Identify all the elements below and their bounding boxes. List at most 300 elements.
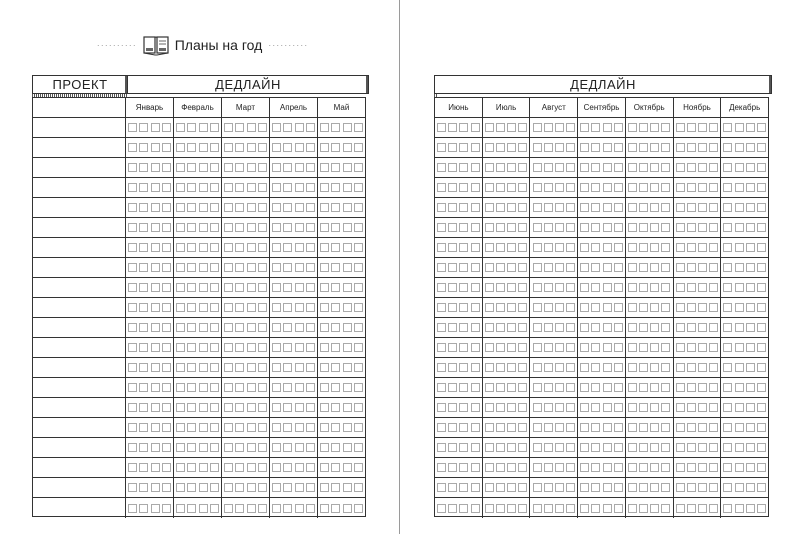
week-checkbox[interactable] [224,483,233,492]
week-checkbox[interactable] [591,363,600,372]
project-cell[interactable] [33,198,126,217]
week-checkbox[interactable] [187,143,196,152]
week-checkbox[interactable] [709,463,718,472]
week-checkbox[interactable] [176,243,185,252]
week-checkbox[interactable] [320,363,329,372]
week-checkbox[interactable] [533,363,542,372]
week-checkbox[interactable] [628,123,637,132]
week-checkbox[interactable] [555,463,564,472]
week-checkbox[interactable] [272,443,281,452]
week-checkbox[interactable] [757,323,766,332]
week-checkbox[interactable] [746,343,755,352]
week-checkbox[interactable] [471,303,480,312]
week-checkbox[interactable] [272,303,281,312]
week-checkbox[interactable] [306,383,315,392]
week-checkbox[interactable] [628,283,637,292]
week-checkbox[interactable] [272,243,281,252]
week-checkbox[interactable] [224,203,233,212]
week-checkbox[interactable] [518,123,527,132]
week-checkbox[interactable] [295,303,304,312]
week-checkbox[interactable] [151,243,160,252]
week-checkbox[interactable] [735,263,744,272]
week-checkbox[interactable] [247,463,256,472]
week-checkbox[interactable] [496,363,505,372]
week-checkbox[interactable] [471,383,480,392]
week-checkbox[interactable] [283,163,292,172]
week-checkbox[interactable] [343,263,352,272]
week-checkbox[interactable] [580,504,589,513]
week-checkbox[interactable] [176,383,185,392]
week-checkbox[interactable] [676,463,685,472]
week-checkbox[interactable] [199,403,208,412]
week-checkbox[interactable] [139,183,148,192]
week-checkbox[interactable] [343,463,352,472]
week-checkbox[interactable] [566,423,575,432]
week-checkbox[interactable] [650,243,659,252]
week-checkbox[interactable] [459,443,468,452]
week-checkbox[interactable] [757,443,766,452]
week-checkbox[interactable] [614,504,623,513]
week-checkbox[interactable] [306,504,315,513]
week-checkbox[interactable] [272,423,281,432]
week-checkbox[interactable] [128,423,137,432]
week-checkbox[interactable] [471,483,480,492]
week-checkbox[interactable] [283,403,292,412]
week-checkbox[interactable] [331,123,340,132]
week-checkbox[interactable] [320,163,329,172]
week-checkbox[interactable] [723,323,732,332]
week-checkbox[interactable] [210,203,219,212]
week-checkbox[interactable] [507,504,516,513]
week-checkbox[interactable] [698,123,707,132]
week-checkbox[interactable] [698,303,707,312]
week-checkbox[interactable] [661,143,670,152]
week-checkbox[interactable] [258,123,267,132]
week-checkbox[interactable] [320,423,329,432]
week-checkbox[interactable] [628,223,637,232]
week-checkbox[interactable] [459,263,468,272]
week-checkbox[interactable] [139,483,148,492]
week-checkbox[interactable] [283,504,292,513]
week-checkbox[interactable] [176,163,185,172]
week-checkbox[interactable] [162,403,171,412]
week-checkbox[interactable] [687,203,696,212]
week-checkbox[interactable] [485,363,494,372]
week-checkbox[interactable] [639,323,648,332]
week-checkbox[interactable] [151,403,160,412]
week-checkbox[interactable] [544,243,553,252]
week-checkbox[interactable] [235,383,244,392]
week-checkbox[interactable] [295,223,304,232]
week-checkbox[interactable] [306,123,315,132]
week-checkbox[interactable] [485,323,494,332]
week-checkbox[interactable] [639,203,648,212]
week-checkbox[interactable] [448,143,457,152]
week-checkbox[interactable] [187,263,196,272]
week-checkbox[interactable] [235,323,244,332]
week-checkbox[interactable] [343,243,352,252]
week-checkbox[interactable] [295,243,304,252]
week-checkbox[interactable] [544,163,553,172]
week-checkbox[interactable] [199,483,208,492]
week-checkbox[interactable] [687,243,696,252]
week-checkbox[interactable] [162,443,171,452]
week-checkbox[interactable] [496,423,505,432]
week-checkbox[interactable] [544,123,553,132]
week-checkbox[interactable] [320,143,329,152]
week-checkbox[interactable] [306,283,315,292]
week-checkbox[interactable] [295,504,304,513]
week-checkbox[interactable] [746,123,755,132]
week-checkbox[interactable] [496,504,505,513]
week-checkbox[interactable] [544,343,553,352]
week-checkbox[interactable] [591,323,600,332]
week-checkbox[interactable] [628,163,637,172]
week-checkbox[interactable] [566,504,575,513]
week-checkbox[interactable] [533,163,542,172]
week-checkbox[interactable] [757,403,766,412]
week-checkbox[interactable] [235,143,244,152]
week-checkbox[interactable] [485,183,494,192]
week-checkbox[interactable] [661,223,670,232]
week-checkbox[interactable] [507,483,516,492]
week-checkbox[interactable] [591,423,600,432]
week-checkbox[interactable] [676,403,685,412]
week-checkbox[interactable] [210,403,219,412]
week-checkbox[interactable] [507,423,516,432]
week-checkbox[interactable] [187,243,196,252]
week-checkbox[interactable] [306,463,315,472]
week-checkbox[interactable] [628,143,637,152]
week-checkbox[interactable] [507,463,516,472]
week-checkbox[interactable] [639,163,648,172]
week-checkbox[interactable] [603,323,612,332]
week-checkbox[interactable] [354,283,363,292]
week-checkbox[interactable] [459,163,468,172]
week-checkbox[interactable] [247,343,256,352]
week-checkbox[interactable] [247,183,256,192]
week-checkbox[interactable] [471,283,480,292]
week-checkbox[interactable] [485,463,494,472]
week-checkbox[interactable] [709,223,718,232]
week-checkbox[interactable] [162,223,171,232]
week-checkbox[interactable] [746,143,755,152]
week-checkbox[interactable] [591,263,600,272]
week-checkbox[interactable] [162,463,171,472]
week-checkbox[interactable] [320,123,329,132]
week-checkbox[interactable] [591,123,600,132]
week-checkbox[interactable] [603,283,612,292]
week-checkbox[interactable] [603,463,612,472]
week-checkbox[interactable] [628,463,637,472]
week-checkbox[interactable] [628,403,637,412]
week-checkbox[interactable] [235,263,244,272]
week-checkbox[interactable] [187,163,196,172]
week-checkbox[interactable] [698,443,707,452]
week-checkbox[interactable] [210,423,219,432]
week-checkbox[interactable] [471,423,480,432]
week-checkbox[interactable] [639,223,648,232]
week-checkbox[interactable] [650,483,659,492]
week-checkbox[interactable] [661,504,670,513]
week-checkbox[interactable] [139,343,148,352]
week-checkbox[interactable] [199,343,208,352]
week-checkbox[interactable] [757,163,766,172]
week-checkbox[interactable] [650,403,659,412]
week-checkbox[interactable] [448,443,457,452]
week-checkbox[interactable] [128,203,137,212]
week-checkbox[interactable] [139,463,148,472]
week-checkbox[interactable] [614,243,623,252]
week-checkbox[interactable] [151,183,160,192]
week-checkbox[interactable] [176,403,185,412]
week-checkbox[interactable] [224,263,233,272]
week-checkbox[interactable] [518,363,527,372]
week-checkbox[interactable] [507,203,516,212]
week-checkbox[interactable] [723,283,732,292]
week-checkbox[interactable] [544,283,553,292]
week-checkbox[interactable] [471,123,480,132]
week-checkbox[interactable] [128,483,137,492]
week-checkbox[interactable] [687,504,696,513]
week-checkbox[interactable] [331,483,340,492]
week-checkbox[interactable] [459,283,468,292]
week-checkbox[interactable] [628,443,637,452]
week-checkbox[interactable] [258,343,267,352]
week-checkbox[interactable] [247,143,256,152]
week-checkbox[interactable] [580,283,589,292]
week-checkbox[interactable] [437,263,446,272]
week-checkbox[interactable] [128,343,137,352]
week-checkbox[interactable] [496,123,505,132]
week-checkbox[interactable] [235,203,244,212]
week-checkbox[interactable] [235,123,244,132]
week-checkbox[interactable] [471,323,480,332]
week-checkbox[interactable] [628,363,637,372]
week-checkbox[interactable] [628,243,637,252]
week-checkbox[interactable] [151,283,160,292]
week-checkbox[interactable] [187,323,196,332]
week-checkbox[interactable] [272,323,281,332]
week-checkbox[interactable] [544,463,553,472]
week-checkbox[interactable] [331,223,340,232]
week-checkbox[interactable] [544,143,553,152]
week-checkbox[interactable] [343,143,352,152]
week-checkbox[interactable] [128,143,137,152]
week-checkbox[interactable] [687,343,696,352]
week-checkbox[interactable] [224,323,233,332]
week-checkbox[interactable] [139,263,148,272]
week-checkbox[interactable] [603,504,612,513]
week-checkbox[interactable] [343,383,352,392]
week-checkbox[interactable] [151,443,160,452]
week-checkbox[interactable] [639,123,648,132]
week-checkbox[interactable] [485,223,494,232]
week-checkbox[interactable] [735,363,744,372]
week-checkbox[interactable] [698,183,707,192]
week-checkbox[interactable] [580,243,589,252]
week-checkbox[interactable] [283,123,292,132]
week-checkbox[interactable] [247,243,256,252]
week-checkbox[interactable] [199,203,208,212]
week-checkbox[interactable] [199,263,208,272]
week-checkbox[interactable] [723,343,732,352]
week-checkbox[interactable] [603,223,612,232]
week-checkbox[interactable] [614,463,623,472]
week-checkbox[interactable] [723,483,732,492]
week-checkbox[interactable] [354,403,363,412]
week-checkbox[interactable] [614,343,623,352]
week-checkbox[interactable] [544,403,553,412]
week-checkbox[interactable] [224,243,233,252]
week-checkbox[interactable] [566,483,575,492]
week-checkbox[interactable] [187,363,196,372]
week-checkbox[interactable] [746,203,755,212]
week-checkbox[interactable] [518,183,527,192]
week-checkbox[interactable] [471,183,480,192]
week-checkbox[interactable] [709,323,718,332]
week-checkbox[interactable] [210,243,219,252]
week-checkbox[interactable] [698,403,707,412]
week-checkbox[interactable] [603,143,612,152]
week-checkbox[interactable] [210,343,219,352]
week-checkbox[interactable] [306,163,315,172]
week-checkbox[interactable] [295,183,304,192]
week-checkbox[interactable] [591,183,600,192]
week-checkbox[interactable] [566,183,575,192]
week-checkbox[interactable] [496,443,505,452]
week-checkbox[interactable] [628,323,637,332]
week-checkbox[interactable] [295,483,304,492]
week-checkbox[interactable] [533,383,542,392]
week-checkbox[interactable] [687,183,696,192]
week-checkbox[interactable] [518,443,527,452]
week-checkbox[interactable] [210,463,219,472]
week-checkbox[interactable] [295,163,304,172]
week-checkbox[interactable] [272,483,281,492]
week-checkbox[interactable] [580,463,589,472]
week-checkbox[interactable] [247,123,256,132]
week-checkbox[interactable] [614,143,623,152]
project-cell[interactable] [33,378,126,397]
week-checkbox[interactable] [283,303,292,312]
week-checkbox[interactable] [735,243,744,252]
week-checkbox[interactable] [128,223,137,232]
week-checkbox[interactable] [709,283,718,292]
week-checkbox[interactable] [139,403,148,412]
week-checkbox[interactable] [709,163,718,172]
week-checkbox[interactable] [295,143,304,152]
week-checkbox[interactable] [258,303,267,312]
week-checkbox[interactable] [757,504,766,513]
week-checkbox[interactable] [448,243,457,252]
week-checkbox[interactable] [698,363,707,372]
week-checkbox[interactable] [496,383,505,392]
project-cell[interactable] [33,118,126,137]
week-checkbox[interactable] [485,303,494,312]
week-checkbox[interactable] [247,223,256,232]
week-checkbox[interactable] [459,123,468,132]
project-cell[interactable] [33,318,126,337]
week-checkbox[interactable] [272,403,281,412]
week-checkbox[interactable] [283,183,292,192]
week-checkbox[interactable] [555,443,564,452]
week-checkbox[interactable] [757,263,766,272]
week-checkbox[interactable] [199,323,208,332]
week-checkbox[interactable] [283,203,292,212]
week-checkbox[interactable] [224,143,233,152]
week-checkbox[interactable] [709,203,718,212]
week-checkbox[interactable] [485,123,494,132]
week-checkbox[interactable] [566,363,575,372]
week-checkbox[interactable] [757,363,766,372]
week-checkbox[interactable] [320,463,329,472]
week-checkbox[interactable] [555,283,564,292]
week-checkbox[interactable] [544,423,553,432]
week-checkbox[interactable] [331,143,340,152]
week-checkbox[interactable] [687,223,696,232]
week-checkbox[interactable] [591,504,600,513]
week-checkbox[interactable] [507,163,516,172]
week-checkbox[interactable] [603,363,612,372]
week-checkbox[interactable] [661,243,670,252]
week-checkbox[interactable] [591,243,600,252]
week-checkbox[interactable] [709,183,718,192]
week-checkbox[interactable] [746,383,755,392]
week-checkbox[interactable] [496,343,505,352]
week-checkbox[interactable] [533,123,542,132]
week-checkbox[interactable] [210,363,219,372]
week-checkbox[interactable] [459,323,468,332]
week-checkbox[interactable] [687,443,696,452]
week-checkbox[interactable] [162,263,171,272]
week-checkbox[interactable] [496,263,505,272]
week-checkbox[interactable] [210,123,219,132]
week-checkbox[interactable] [247,483,256,492]
week-checkbox[interactable] [580,323,589,332]
week-checkbox[interactable] [139,303,148,312]
week-checkbox[interactable] [295,403,304,412]
week-checkbox[interactable] [676,323,685,332]
week-checkbox[interactable] [485,203,494,212]
week-checkbox[interactable] [448,343,457,352]
week-checkbox[interactable] [295,383,304,392]
week-checkbox[interactable] [272,383,281,392]
week-checkbox[interactable] [639,143,648,152]
week-checkbox[interactable] [471,223,480,232]
week-checkbox[interactable] [603,243,612,252]
week-checkbox[interactable] [320,303,329,312]
week-checkbox[interactable] [448,383,457,392]
week-checkbox[interactable] [496,483,505,492]
week-checkbox[interactable] [343,443,352,452]
week-checkbox[interactable] [709,483,718,492]
week-checkbox[interactable] [603,383,612,392]
week-checkbox[interactable] [128,463,137,472]
week-checkbox[interactable] [272,463,281,472]
week-checkbox[interactable] [687,483,696,492]
week-checkbox[interactable] [496,183,505,192]
week-checkbox[interactable] [757,303,766,312]
week-checkbox[interactable] [354,303,363,312]
week-checkbox[interactable] [320,323,329,332]
week-checkbox[interactable] [283,283,292,292]
week-checkbox[interactable] [628,263,637,272]
week-checkbox[interactable] [235,243,244,252]
week-checkbox[interactable] [128,383,137,392]
week-checkbox[interactable] [687,163,696,172]
week-checkbox[interactable] [485,343,494,352]
